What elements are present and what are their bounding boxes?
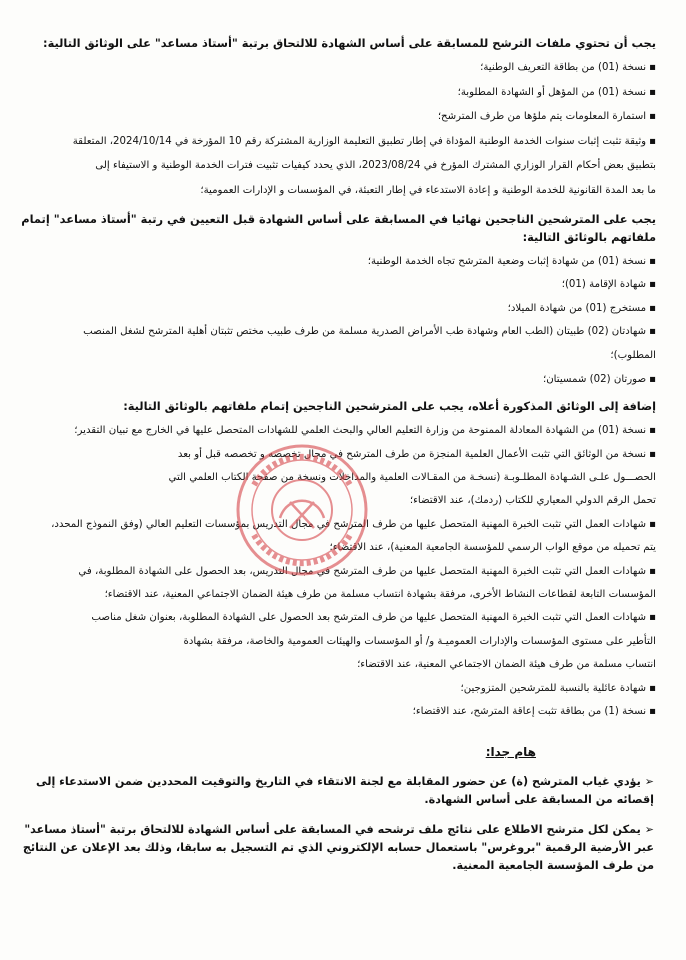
list-item: ▪شهادة الإقامة (01)؛	[561, 279, 656, 291]
list-item: ▪شهادة عائلية بالنسبة للمترشحين المتزوجين؛	[460, 682, 656, 694]
bullet-icon: ▪	[649, 111, 656, 123]
important-paragraph: ➢يؤدي غياب المترشح (ة) عن حضور المقابلة مع لجنة الانتقاء في التاريخ والتوقيت المحددين ضمن الاستدعاء إلى إقصائه من المسابقة على أساس الشهادة.	[35, 775, 654, 807]
section-required-documents	[20, 34, 656, 204]
section-successful-candidates	[20, 210, 656, 392]
bullet-icon: ▪	[649, 255, 656, 267]
important-paragraph: ➢يمكن لكل مترشح الاطلاع على نتائج ملف ترشحه في المسابقة على أساس الشهادة للالتحاق برتبة "أستاذ مساعد" عبر الأرضية الرقمية "بروغرس" باستعمال حسابه الإلكتروني الذي تم التسجيل به سابقا، وذلك بعد الإعلان عن النتائج من طرف المؤسسة الجامعية المعنية.	[22, 823, 654, 873]
list-item-continuation: الحصـــول علـى الشـهادة المطلـوبـة (نسخـة من المقـالات العلمية والمداخلات ونسخة من صفحة الكتاب العلمي التي	[168, 471, 656, 483]
bullet-icon: ▪	[649, 326, 656, 338]
list-item: ▪مستخرج (01) من شهادة الميلاد؛	[507, 302, 656, 314]
list-item: ▪نسخة (01) من المؤهل أو الشهادة المطلوبة؛	[457, 86, 656, 98]
list-item: ▪شهادات العمل التي تثبت الخبرة المهنية المتحصل عليها من طرف المترشح في مجال التدريس بمؤسسات التعليم العالي (وفق النموذج المحدد،	[51, 518, 656, 530]
section-heading: يجب على المترشحين الناجحين نهائيا في المسابقة على أساس الشهادة قبل التعيين في رتبة "أستاذ مساعد" إتمام ملفاتهم بالوثائق التالية:	[21, 211, 656, 244]
list-item-continuation: بتطبيق بعض أحكام القرار الوزاري المشترك المؤرخ في 2023/08/24، الذي يحدد كيفيات تثبيت فترات الخدمة الوطنية و الاستيفاء إلى	[95, 160, 656, 172]
bullet-icon: ▪	[649, 706, 656, 717]
bullet-icon: ▪	[649, 448, 656, 460]
list-item: ▪شهادات العمل التي تثبت الخبرة المهنية المتحصل عليها من طرف المترشح في مجال التدريس، بعد الحصول على الشهادة المطلوبة، في	[78, 565, 656, 577]
list-item: ▪استمارة المعلومات يتم ملؤها من طرف المترشح؛	[437, 111, 656, 123]
bullet-icon: ▪	[649, 373, 656, 385]
list-item: ▪نسخة (01) من الشهادة المعادلة الممنوحة من وزارة التعليم العالي والبحث العلمي للشهادات المتحصل عليها في الخارج مع تبيان التقدير؛	[74, 425, 656, 437]
section-heading: إضافة إلى الوثائق المذكورة أعلاه، يجب على المترشحين الناجحين إتمام ملفاتهم بالوثائق التالية:	[123, 399, 656, 414]
list-item: ▪وثيقة تثبت إثبات سنوات الخدمة الوطنية المؤداة في إطار تطبيق التعليمة الوزارية المشتركة رقم 10 المؤرخة في 2024/10/14، المتعلقة	[72, 135, 656, 147]
bullet-icon: ▪	[649, 86, 656, 98]
bullet-icon: ▪	[649, 612, 656, 624]
bullet-icon: ▪	[649, 682, 656, 694]
list-item-continuation: المطلوب)؛	[610, 349, 656, 361]
list-item-continuation: المؤسسات التابعة لقطاعات النشاط الأخرى، مرفقة بشهادة انتساب مسلمة من طرف هيئة الضمان الاجتماعي المعنية، عند الاقتضاء؛	[104, 588, 656, 600]
bullet-icon: ▪	[649, 279, 656, 291]
arrow-bullet-icon: ➢	[644, 775, 654, 789]
list-item-continuation: التأطير على مستوى المؤسسات والإدارات العموميـة و/ أو المؤسسات والهيئات العمومية والخاصة، مرفقة بشهادة	[183, 635, 656, 647]
list-item: ▪نسخة (1) من بطاقة تثبت إعاقة المترشح، عند الاقتضاء؛	[412, 706, 656, 717]
bullet-icon: ▪	[649, 565, 656, 577]
list-item-continuation: ما بعد المدة القانونية للخدمة الوطنية و إعادة الاستدعاء في إطار التعبئة، في المؤسسات و الإدارات العمومية؛	[200, 184, 656, 196]
list-item: ▪شهادتان (02) طبيتان (الطب العام وشهادة طب الأمراض الصدرية مسلمة من طرف طبيب مختص تثبتان أهلية المترشح لشغل المنصب	[83, 326, 656, 338]
list-item: ▪نسخة (01) من شهادة إثبات وضعية المترشح تجاه الخدمة الوطنية؛	[367, 255, 656, 267]
list-item-continuation: انتساب مسلمة من طرف هيئة الضمان الاجتماعي المعنية، عند الاقتضاء؛	[357, 659, 656, 671]
bullet-icon: ▪	[649, 62, 656, 73]
official-stamp-icon	[232, 440, 372, 580]
arrow-bullet-icon: ➢	[644, 823, 654, 837]
section-heading: يجب أن تحتوي ملفات الترشح للمسابقة على أساس الشهادة للالتحاق برتبة "أستاذ مساعد" على الوثائق التالية:	[43, 36, 656, 50]
list-item: ▪نسخة من الوثائق التي تثبت الأعمال العلمية المنجزة من طرف المترشح في مجال تخصصه و تخصصه قبل أو بعد	[177, 448, 656, 460]
list-item: ▪شهادات العمل التي تثبت الخبرة المهنية المتحصل عليها من طرف المترشح بعد الحصول على الشهادة المطلوبة، بعنوان شغل مناصب	[91, 612, 656, 624]
list-item: ▪نسخة (01) من بطاقة التعريف الوطنية؛	[480, 62, 656, 73]
list-item: ▪صورتان (02) شمسيتان؛	[542, 373, 656, 385]
list-item-continuation: يتم تحميله من موقع الواب الرسمي للمؤسسة الجامعية المعنية)، عند الاقتضاء؛	[329, 542, 656, 554]
bullet-icon: ▪	[649, 518, 656, 530]
bullet-icon: ▪	[649, 135, 656, 147]
bullet-icon: ▪	[649, 425, 656, 437]
important-heading: هام جدا:	[485, 745, 536, 760]
bullet-icon: ▪	[649, 302, 656, 314]
list-item-continuation: تحمل الرقم الدولي المعياري للكتاب (ردمك)، عند الاقتضاء؛	[409, 495, 656, 507]
